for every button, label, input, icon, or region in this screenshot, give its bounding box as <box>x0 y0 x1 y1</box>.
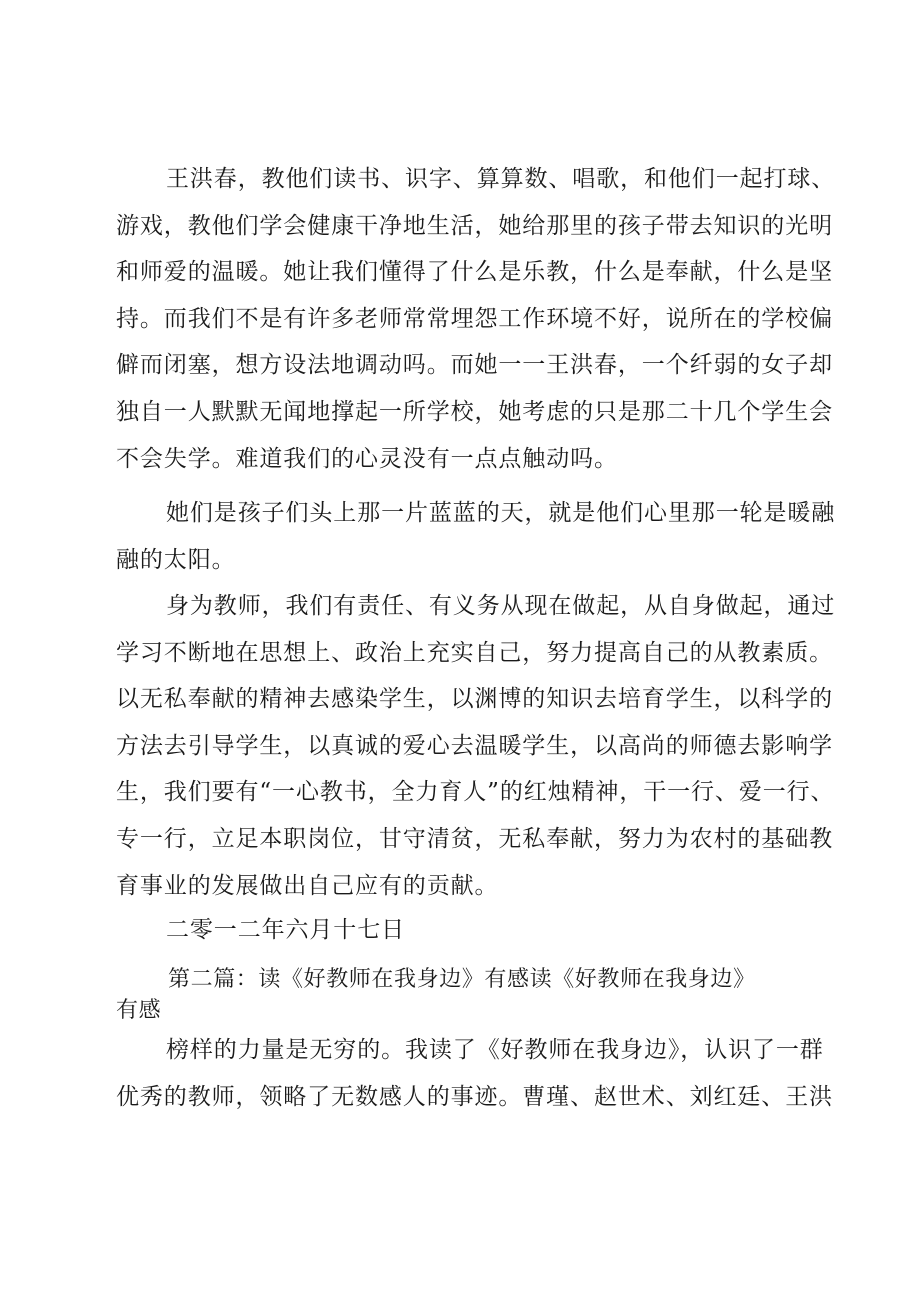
paragraph-line: 生，我们要有“一心教书，全力育人”的红烛精神，干一行、爱一行、 <box>116 779 835 806</box>
paragraph-line: 榜样的力量是无穷的。我读了《好教师在我身边》，认识了一群 <box>166 1037 824 1063</box>
section-heading-line-2: 有感 <box>116 998 162 1023</box>
paragraph-line: 持。而我们不是有许多老师常常埋怨工作环境不好，说所在的学校偏 <box>116 305 833 332</box>
paragraph-3 <box>116 583 836 909</box>
paragraph-line: 僻而闭塞，想方设法地调动吗。而她一一王洪春，一个纤弱的女子却 <box>116 352 833 379</box>
paragraph-4 <box>116 1027 833 1120</box>
paragraph-1 <box>116 156 836 482</box>
paragraph-2 <box>116 490 836 583</box>
paragraph-line: 她们是孩子们头上那一片蓝蓝的天，就是他们心里那一轮是暖融 <box>166 500 836 526</box>
paragraph-line: 游戏，教他们学会健康干净地生活，她给那里的孩子带去知识的光明 <box>116 212 833 239</box>
paragraph-line: 独自一人默默无闻地撑起一所学校，她考虑的只是那二十几个学生会 <box>116 398 833 425</box>
section-heading-line-1: 第二篇：读《好教师在我身边》有感读《好教师在我身边》 <box>168 967 756 992</box>
paragraph-line: 融的太阳。 <box>116 546 236 573</box>
paragraph-line: 方法去引导学生，以真诚的爱心去温暖学生，以高尚的师德去影响学 <box>116 732 833 759</box>
paragraph-line: 以无私奉献的精神去感染学生，以渊博的知识去培育学生，以科学的 <box>116 686 833 713</box>
paragraph-line: 学习不断地在思想上、政治上充实自己，努力提高自己的从教素质。 <box>116 639 833 666</box>
paragraph-line: 和师爱的温暖。她让我们懂得了什么是乐教，什么是奉献，什么是坚 <box>116 259 833 286</box>
paragraph-line: 专一行，立足本职岗位，甘守清贫，无私奉献，努力为农村的基础教 <box>116 825 833 852</box>
paragraph-line: 育事业的发展做出自己应有的贡献。 <box>116 872 499 899</box>
paragraph-line: 王洪春，教他们读书、识字、算算数、唱歌，和他们一起打球、 <box>166 166 836 192</box>
date-line: 二零一二年六月十七日 <box>166 917 405 943</box>
paragraph-line: 优秀的教师，领略了无数感人的事迹。曹瑾、赵世术、刘红廷、王洪 <box>116 1083 833 1110</box>
paragraph-line: 不会失学。难道我们的心灵没有一点点触动吗。 <box>116 445 618 472</box>
paragraph-line: 身为教师，我们有责任、有义务从现在做起，从自身做起，通过 <box>166 593 836 619</box>
